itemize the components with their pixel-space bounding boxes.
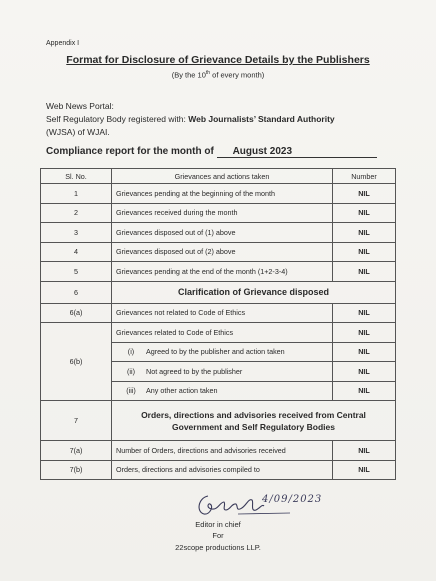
row-text: Grievances pending at the beginning of the month xyxy=(112,184,333,204)
row-text: Grievances related to Code of Ethics xyxy=(112,323,333,343)
document-subtitle: (By the 10th of every month) xyxy=(171,70,265,80)
row-value: NIL xyxy=(333,381,396,401)
row-value: NIL xyxy=(333,303,396,323)
table-row xyxy=(41,203,396,223)
column-header-number: Number xyxy=(333,169,396,184)
section-heading: Orders, directions and advisories received from Central Government and Self Regulatory Bodies xyxy=(112,401,396,441)
row-value: NIL xyxy=(333,323,396,343)
row-value: NIL xyxy=(333,184,396,204)
row-number: 3 xyxy=(41,223,112,243)
row-text: Number of Orders, directions and advisories received xyxy=(112,441,333,461)
table-row xyxy=(41,303,396,323)
row-number: 6(b) xyxy=(41,323,112,401)
row-text: Grievances not related to Code of Ethics xyxy=(112,303,333,323)
row-value: NIL xyxy=(333,203,396,223)
table-row xyxy=(41,223,396,243)
subrow-text: (ii) Not agreed to by the publisher xyxy=(112,362,333,382)
subrow-text: (iii) Any other action taken xyxy=(112,381,333,401)
row-number: 7(b) xyxy=(41,460,112,480)
web-news-portal-label: Web News Portal: xyxy=(46,101,114,111)
row-value: NIL xyxy=(333,441,396,461)
row-value: NIL xyxy=(333,460,396,480)
table-row xyxy=(41,242,396,262)
compliance-month: August 2023 xyxy=(217,146,377,158)
table-row xyxy=(41,323,396,343)
for-label: For xyxy=(212,531,224,540)
row-number: 4 xyxy=(41,242,112,262)
self-regulatory-body: Self Regulatory Body registered with: Web Journalists’ Standard Authority (WJSA) of WJAI. xyxy=(46,114,335,137)
document-title: Format for Disclosure of Grievance Details by the Publishers xyxy=(66,54,370,66)
appendix-label: Appendix I xyxy=(46,40,80,47)
row-value: NIL xyxy=(333,223,396,243)
editor-label: Editor in chief xyxy=(195,520,241,529)
row-value: NIL xyxy=(333,262,396,282)
table-row xyxy=(41,460,396,480)
column-header-grievances: Grievances and actions taken xyxy=(112,169,333,184)
signature-date: 4/09/2023 xyxy=(262,494,323,505)
section-heading: Clarification of Grievance disposed xyxy=(112,281,396,303)
row-text: Grievances pending at the end of the month (1+2-3-4) xyxy=(112,262,333,282)
row-text: Grievances disposed out of (2) above xyxy=(112,242,333,262)
table-row xyxy=(41,262,396,282)
row-text: Grievances received during the month xyxy=(112,203,333,223)
row-value: NIL xyxy=(333,342,396,362)
row-value: NIL xyxy=(333,362,396,382)
row-number: 7 xyxy=(41,401,112,441)
row-number: 6 xyxy=(41,281,112,303)
grievance-table xyxy=(40,168,396,480)
row-number: 7(a) xyxy=(41,441,112,461)
table-header-row xyxy=(41,169,396,184)
row-number: 1 xyxy=(41,184,112,204)
table-row xyxy=(41,441,396,461)
company-name: 22scope productions LLP. xyxy=(175,543,261,552)
row-number: 6(a) xyxy=(41,303,112,323)
row-number: 2 xyxy=(41,203,112,223)
row-value: NIL xyxy=(333,242,396,262)
section-row-7 xyxy=(41,401,396,441)
compliance-line: Compliance report for the month of August 2023 xyxy=(46,146,377,158)
row-text: Grievances disposed out of (1) above xyxy=(112,223,333,243)
column-header-sl-no: Sl. No. xyxy=(41,169,112,184)
table-row xyxy=(41,184,396,204)
row-number: 5 xyxy=(41,262,112,282)
row-text: Orders, directions and advisories compiled to xyxy=(112,460,333,480)
section-row-6 xyxy=(41,281,396,303)
subrow-text: (i) Agreed to by the publisher and action taken xyxy=(112,342,333,362)
